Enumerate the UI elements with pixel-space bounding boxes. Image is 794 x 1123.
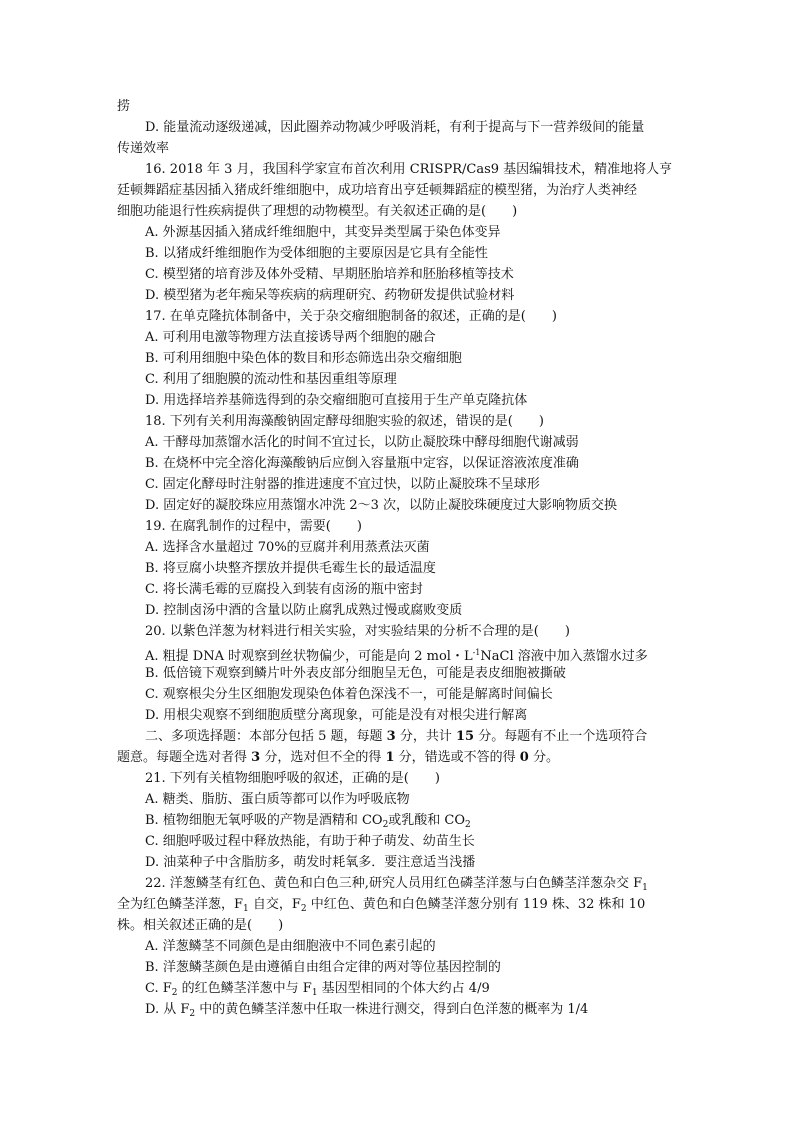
section-heading xyxy=(117,747,559,768)
question-18-stem: 18. 下列有关利用海藻酸钠固定酵母细胞实验的叙述，错误的是( ) xyxy=(145,414,544,429)
option-line: D. 油菜种子中含脂肪多，萌发时耗氧多．要注意适当浅播 xyxy=(145,855,476,870)
option-text: D. 从 F xyxy=(145,1002,190,1017)
option-line: C. 将长满毛霉的豆腐投入到装有卤汤的瓶中密封 xyxy=(145,582,423,597)
option-line: A. 洋葱鳞茎不同颜色是由细胞液中不同色素引起的 xyxy=(145,939,436,954)
subscript: 1 xyxy=(311,988,318,998)
question-22-stem xyxy=(145,873,648,894)
heading-text: 分。每题有不止一个选项符合 xyxy=(474,729,648,744)
text-line: 传递效率 xyxy=(117,141,170,156)
option-line: D. 固定好的凝胶珠应用蒸馏水冲洗 2～3 次，以防止凝胶珠硬度过大影响物质交换 xyxy=(145,498,618,513)
option-line: A. 干酵母加蒸馏水活化的时间不宜过长，以防止凝胶珠中酵母细胞代谢减弱 xyxy=(145,435,579,450)
option-text: 的红色鳞茎洋葱中与 F xyxy=(177,981,312,996)
option-line xyxy=(145,978,490,999)
stem-text: 中红色、黄色和白色鳞茎洋葱分别有 119 株、32 株和 10 xyxy=(306,897,646,912)
option-text: NaCl 溶液中加入蒸馏水过多 xyxy=(480,649,648,664)
option-line: C. 细胞呼吸过程中释放热能，有助于种子萌发、幼苗生长 xyxy=(145,834,475,849)
subscript: 2 xyxy=(171,988,178,998)
superscript: -1 xyxy=(472,648,481,657)
text-line: D. 能量流动逐级递减，因此圈养动物减少呼吸消耗，有利于提高与下一营养级间的能量 xyxy=(145,120,645,135)
subscript: 2 xyxy=(465,820,471,830)
question-16-stem: 16. 2018 年 3 月，我国科学家宣布首次利用 CRISPR/Cas9 基因编辑技术，精准地将人亨 xyxy=(145,162,673,177)
option-line: B. 以猪成纤维细胞作为受体细胞的主要原因是它具有全能性 xyxy=(145,246,488,261)
question-19-stem: 19. 在腐乳制作的过程中，需要( ) xyxy=(145,519,362,534)
option-line: D. 用根尖观察不到细胞质壁分离现象，可能是没有对根尖进行解离 xyxy=(145,708,528,723)
option-line: A. 选择含水量超过 70%的豆腐并利用蒸煮法灭菌 xyxy=(145,540,430,555)
heading-text: 二、多项选择题：本部分包括 5 题，每题 xyxy=(145,729,387,744)
option-line xyxy=(145,642,648,663)
option-line: D. 模型猪为老年痴呆等疾病的病理研究、药物研发提供试验材料 xyxy=(145,288,515,303)
subscript: 2 xyxy=(300,904,307,914)
heading-text: 题意。每题全选对者得 xyxy=(117,750,252,765)
option-line: A. 糖类、脂肪、蛋白质等都可以作为呼吸底物 xyxy=(145,792,410,807)
option-line: B. 洋葱鳞茎颜色是由遵循自由组合定律的两对等位基因控制的 xyxy=(145,960,501,975)
option-line: A. 外源基因插入猪成纤维细胞中，其变异类型属于染色体变异 xyxy=(145,225,501,240)
subscript: 2 xyxy=(382,820,389,830)
question-20-stem: 20. 以紫色洋葱为材料进行相关实验，对实验结果的分析不合理的是( ) xyxy=(145,624,570,639)
option-text: 或乳酸和 CO xyxy=(388,813,466,828)
heading-text: 分，错选或不答的得 xyxy=(394,750,520,765)
option-line: D. 用选择培养基筛选得到的杂交瘤细胞可直接用于生产单克隆抗体 xyxy=(145,393,528,408)
option-line xyxy=(145,999,588,1020)
question-21-stem: 21. 下列有关植物细胞呼吸的叙述，正确的是( ) xyxy=(145,771,440,786)
option-line xyxy=(145,810,471,831)
option-text: A. 粗提 DNA 时观察到丝状物偏少，可能是向 2 mol・L xyxy=(145,649,473,664)
score: 3 xyxy=(386,729,396,744)
option-text: C. F xyxy=(145,981,172,996)
subscript: 1 xyxy=(243,904,249,914)
stem-text: 全为红色鳞茎洋葱，F xyxy=(117,897,244,912)
option-line: C. 观察根尖分生区细胞发现染色体着色深浅不一，可能是解离时间偏长 xyxy=(145,687,553,702)
option-line: B. 可利用细胞中染色体的数目和形态筛选出杂交瘤细胞 xyxy=(145,351,462,366)
text-line: 廷顿舞蹈症基因插入猪成纤维细胞中，成功培育出亨廷顿舞蹈症的模型猪，为治疗人类神经 xyxy=(117,183,638,198)
heading-text: 分，选对但不全的得 xyxy=(260,750,386,765)
score: 1 xyxy=(385,750,395,765)
text-line xyxy=(117,894,645,915)
option-line: C. 模型猪的培育涉及体外受精、早期胚胎培养和胚胎移植等技术 xyxy=(145,267,514,282)
text-line: 捞 xyxy=(117,99,131,114)
option-line: C. 利用了细胞膜的流动性和基因重组等原理 xyxy=(145,372,397,387)
option-line: B. 在烧杯中完全溶化海藻酸钠后应倒入容量瓶中定容，以保证溶液浓度准确 xyxy=(145,456,579,471)
option-line: C. 固定化酵母时注射器的推进速度不宜过快，以防止凝胶珠不呈球形 xyxy=(145,477,540,492)
option-text: 基因型相同的个体大约占 4/9 xyxy=(317,981,490,996)
subscript: 1 xyxy=(642,883,648,893)
option-text: B. 植物细胞无氧呼吸的产物是酒精和 CO xyxy=(145,813,383,828)
option-text: 中的黄色鳞茎洋葱中任取一株进行测交，得到白色洋葱的概率为 1/4 xyxy=(195,1002,589,1017)
score: 0 xyxy=(519,750,529,765)
section-heading xyxy=(145,726,647,747)
score: 15 xyxy=(455,729,475,744)
stem-text: 22. 洋葱鳞茎有红色、黄色和白色三种,研究人员用红色磷茎洋葱与白色鳞茎洋葱杂交 F xyxy=(145,876,643,891)
option-line: B. 低倍镜下观察到鳞片叶外表皮部分细胞呈无色，可能是表皮细胞被撕破 xyxy=(145,666,566,681)
text-line: 细胞功能退行性疾病提供了理想的动物模型。有关叙述正确的是( ) xyxy=(117,204,518,219)
question-17-stem: 17. 在单克隆抗体制备中，关于杂交瘤细胞制备的叙述，正确的是( ) xyxy=(145,309,557,324)
heading-text: 分，共计 xyxy=(395,729,456,744)
text-line: 株。相关叙述正确的是( ) xyxy=(117,918,284,933)
option-line: D. 控制卤汤中酒的含量以防止腐乳成熟过慢或腐败变质 xyxy=(145,603,463,618)
option-line: A. 可利用电激等物理方法直接诱导两个细胞的融合 xyxy=(145,330,436,345)
score: 3 xyxy=(251,750,261,765)
subscript: 2 xyxy=(189,1009,196,1019)
stem-text: 自交，F xyxy=(248,897,301,912)
option-line: B. 将豆腐小块整齐摆放并提供毛霉生长的最适温度 xyxy=(145,561,436,576)
heading-text: 分。 xyxy=(528,750,559,765)
